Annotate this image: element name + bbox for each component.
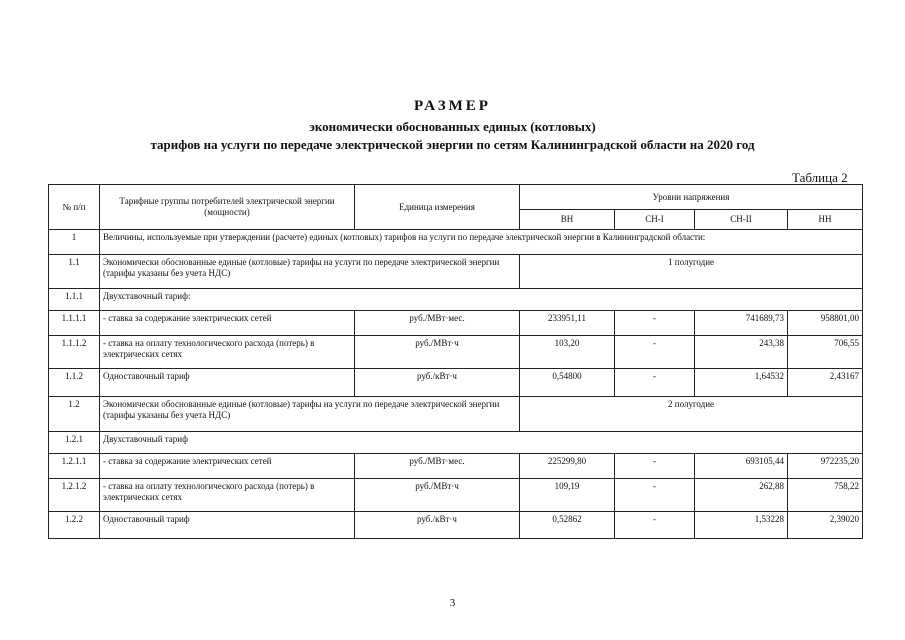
row-text: - ставка за содержание электрических сетей — [100, 311, 355, 336]
value-sn1: - — [615, 311, 695, 336]
value-vn: 103,20 — [520, 336, 615, 369]
header-num: № п/п — [49, 185, 100, 230]
header-sn2: СН-II — [695, 210, 788, 230]
document-subtitle: экономически обоснованных единых (котловых) — [309, 119, 596, 134]
row-num: 1 — [49, 230, 100, 255]
value-sn2: 741689,73 — [695, 311, 788, 336]
row-num: 1.2 — [49, 397, 100, 432]
document-subtitle-2: тарифов на услуги по передаче электрической энергии по сетям Калининградской области на 2020 год — [150, 137, 755, 152]
row-num: 1.2.1.2 — [49, 479, 100, 512]
row-period: 1 полугодие — [520, 255, 863, 289]
row-num: 1.1.1.2 — [49, 336, 100, 369]
row-unit: руб./МВт·мес. — [355, 311, 520, 336]
value-sn2: 693105,44 — [695, 454, 788, 479]
row-text: Экономически обоснованные единые (котловые) тарифы на услуги по передаче электрической энергии (тарифы указаны без учета НДС) — [100, 255, 520, 289]
table-row — [49, 336, 863, 369]
row-num: 1.2.2 — [49, 512, 100, 539]
row-text: Двухставочный тариф: — [100, 289, 863, 311]
value-sn1: - — [615, 369, 695, 397]
value-nn: 2,43167 — [788, 369, 863, 397]
header-vn: ВН — [520, 210, 615, 230]
row-period: 2 полугодие — [520, 397, 863, 432]
table-row — [49, 479, 863, 512]
value-vn: 0,54800 — [520, 369, 615, 397]
row-unit: руб./МВт·мес. — [355, 454, 520, 479]
value-sn2: 243,38 — [695, 336, 788, 369]
row-num: 1.2.1 — [49, 432, 100, 454]
value-sn2: 1,53228 — [695, 512, 788, 539]
value-vn: 233951,11 — [520, 311, 615, 336]
table-row — [49, 230, 863, 255]
tariff-table — [48, 184, 863, 539]
document-title: РАЗМЕР — [414, 98, 491, 114]
page-number: 3 — [449, 597, 456, 609]
value-sn1: - — [615, 454, 695, 479]
header-sn1: СН-I — [615, 210, 695, 230]
row-text: Величины, используемые при утверждении (расчете) единых (котловых) тарифов на услуги по передаче электрической энергии в Калининградской области: — [100, 230, 863, 255]
header-unit: Единица измерения — [355, 185, 520, 230]
value-sn1: - — [615, 479, 695, 512]
value-nn: 958801,00 — [788, 311, 863, 336]
row-text: Экономически обоснованные единые (котловые) тарифы на услуги по передаче электрической энергии (тарифы указаны без учета НДС) — [100, 397, 520, 432]
value-sn1: - — [615, 336, 695, 369]
value-sn2: 1,64532 — [695, 369, 788, 397]
row-unit: руб./МВт·ч — [355, 336, 520, 369]
value-vn: 109,19 — [520, 479, 615, 512]
value-nn: 706,55 — [788, 336, 863, 369]
table-header-row — [49, 185, 863, 210]
value-nn: 2,39020 — [788, 512, 863, 539]
row-unit: руб./МВт·ч — [355, 479, 520, 512]
value-nn: 758,22 — [788, 479, 863, 512]
value-nn: 972235,20 — [788, 454, 863, 479]
table-row — [49, 255, 863, 289]
header-group: Тарифные группы потребителей электрической энергии (мощности) — [100, 185, 355, 230]
table-row — [49, 397, 863, 432]
row-text: Одноставочный тариф — [100, 369, 355, 397]
value-vn: 225299,80 — [520, 454, 615, 479]
row-num: 1.1.1.1 — [49, 311, 100, 336]
row-unit: руб./кВт·ч — [355, 369, 520, 397]
row-text: - ставка на оплату технологического расхода (потерь) в электрических сетях — [100, 479, 355, 512]
table-row — [49, 289, 863, 311]
row-num: 1.1.1 — [49, 289, 100, 311]
value-sn1: - — [615, 512, 695, 539]
table-row — [49, 369, 863, 397]
value-vn: 0,52862 — [520, 512, 615, 539]
table-row — [49, 432, 863, 454]
row-text: - ставка за содержание электрических сетей — [100, 454, 355, 479]
row-text: Двухставочный тариф — [100, 432, 863, 454]
row-num: 1.2.1.1 — [49, 454, 100, 479]
table-row — [49, 454, 863, 479]
table-label: Таблица 2 — [792, 170, 848, 185]
value-sn2: 262,88 — [695, 479, 788, 512]
row-num: 1.1.2 — [49, 369, 100, 397]
row-text: Одноставочный тариф — [100, 512, 355, 539]
table-row — [49, 311, 863, 336]
header-voltage-levels: Уровни напряжения — [520, 185, 863, 210]
row-unit: руб./кВт·ч — [355, 512, 520, 539]
row-text: - ставка на оплату технологического расхода (потерь) в электрических сетях — [100, 336, 355, 369]
table-row — [49, 512, 863, 539]
row-num: 1.1 — [49, 255, 100, 289]
header-nn: НН — [788, 210, 863, 230]
